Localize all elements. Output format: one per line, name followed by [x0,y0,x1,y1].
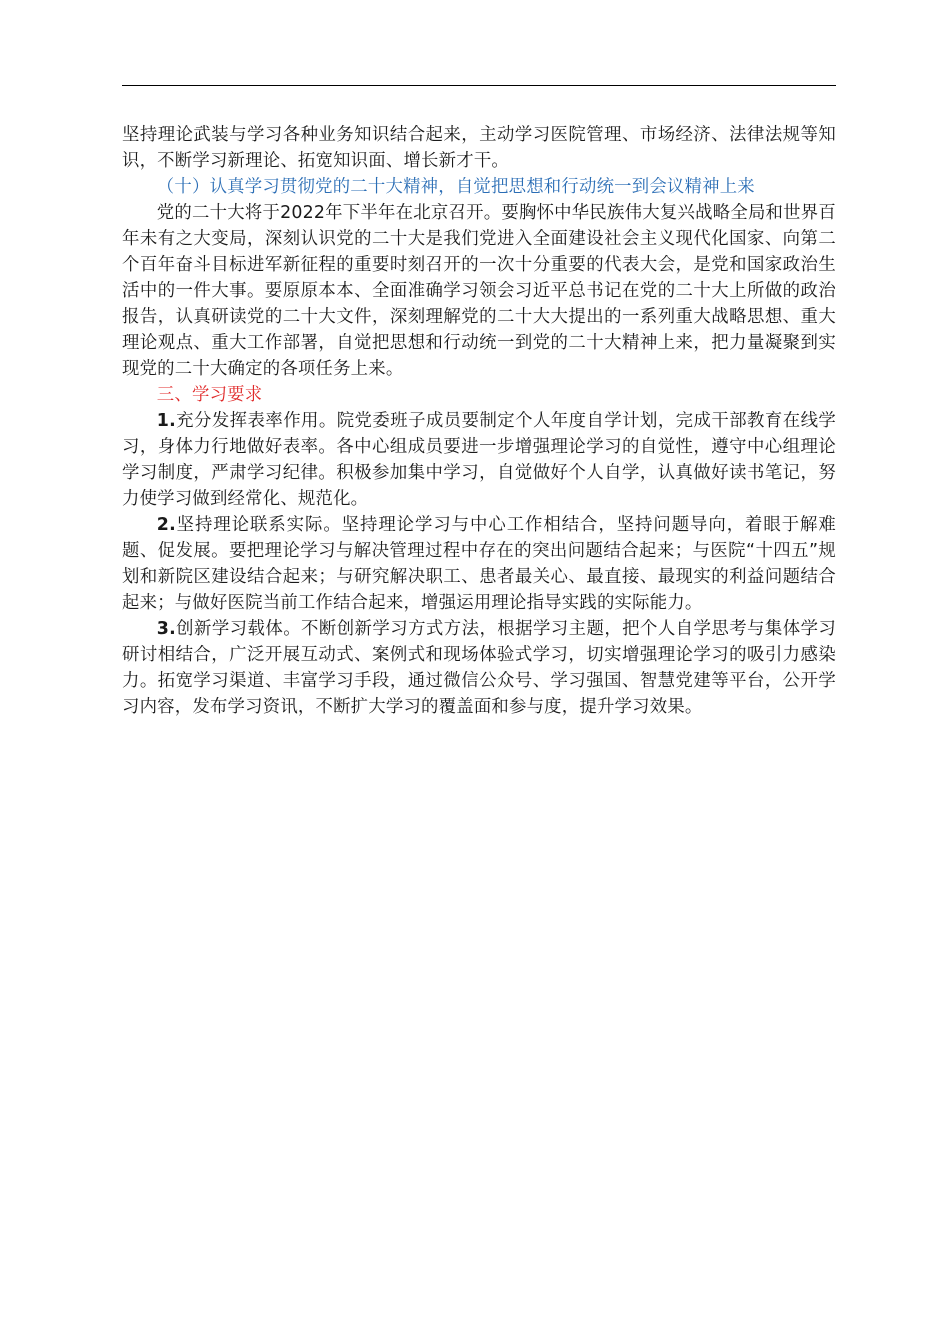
paragraph-congress: 党的二十大将于2022年下半年在北京召开。要胸怀中华民族伟大复兴战略全局和世界百年未有之大变局，深刻认识党的二十大是我们党进入全面建设社会主义现代化国家、向第二个百年奋斗目标进军新征程的重要时刻召开的一次十分重要的代表大会，是党和国家政治生活中的一件大事。要原原本本、全面准确学习领会习近平总书记在党的二十大上所做的政治报告，认真研读党的二十大文件，深刻理解党的二十大大提出的一系列重大战略思想、重大理论观点、重大工作部署，自觉把思想和行动统一到党的二十大精神上来，把力量凝聚到实现党的二十大确定的各项任务上来。 [122,203,836,379]
requirement-number-3: 3. [156,619,176,639]
paragraph-continuation: 坚持理论武装与学习各种业务知识结合起来，主动学习医院管理、市场经济、法律法规等知识，不断学习新理论、拓宽知识面、增长新才干。 [122,125,836,171]
requirement-number-1: 1. [156,411,176,431]
requirement-text-1: 充分发挥表率作用。院党委班子成员要制定个人年度自学计划，完成干部教育在线学习，身体力行地做好表率。各中心组成员要进一步增强理论学习的自觉性，遵守中心组理论学习制度，严肃学习纪律。积极参加集中学习，自觉做好个人自学，认真做好读书笔记，努力使学习做到经常化、规范化。 [122,411,836,509]
section-heading-requirements: 三、学习要求 [156,385,263,405]
header-rule [122,85,836,86]
requirement-number-2: 2. [156,515,176,535]
requirement-text-3: 创新学习载体。不断创新学习方式方法，根据学习主题，把个人自学思考与集体学习研讨相结合，广泛开展互动式、案例式和现场体验式学习，切实增强理论学习的吸引力感染力。拓宽学习渠道、丰富学习手段，通过微信公众号、学习强国、智慧党建等平台，公开学习内容，发布学习资讯，不断扩大学习的覆盖面和参与度，提升学习效果。 [122,619,836,717]
requirement-item-2 [122,512,836,616]
requirement-item-1 [122,408,836,512]
requirement-item-3 [122,616,836,720]
requirement-text-2: 坚持理论联系实际。坚持理论学习与中心工作相结合，坚持问题导向，着眼于解难题、促发展。要把理论学习与解决管理过程中存在的突出问题结合起来；与医院“十四五”规划和新院区建设结合起来；与研究解决职工、患者最关心、最直接、最现实的利益问题结合起来；与做好医院当前工作结合起来，增强运用理论指导实践的实际能力。 [122,515,836,613]
document-body [122,122,836,720]
subheading-ten: （十）认真学习贯彻党的二十大精神，自觉把思想和行动统一到会议精神上来 [156,177,755,197]
